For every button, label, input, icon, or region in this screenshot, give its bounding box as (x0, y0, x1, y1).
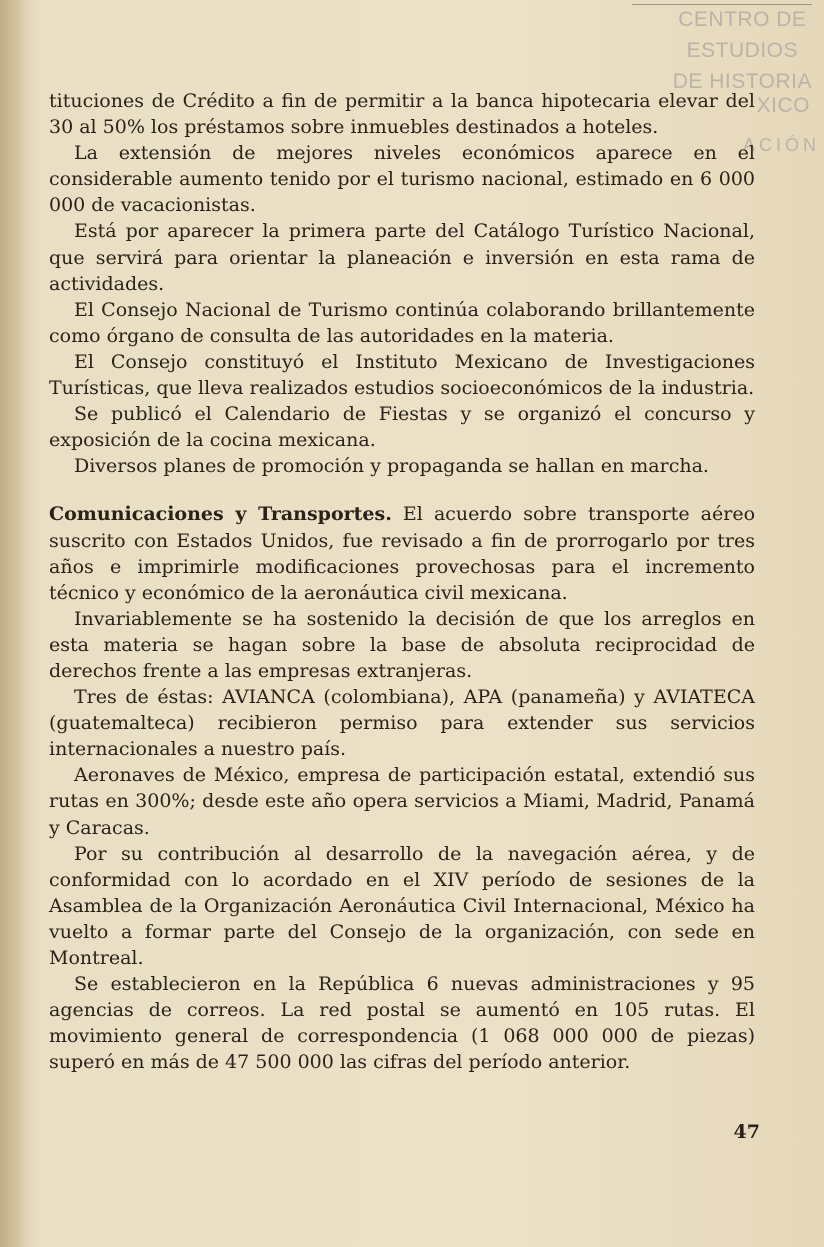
paragraph: Por su contribución al desarrollo de la navegación aérea, y de conformidad con lo acordado en el XIV período de sesiones de la Asamblea de la Organización Aeronáutica Civil Internacional, México ha vuelto a formar parte del Consejo de la organización, con sede en Montreal. (49, 842, 755, 969)
body-text (49, 88, 755, 1075)
section-title: Comunicaciones y Transportes. (49, 503, 392, 526)
watermark-line: XICO (756, 94, 810, 117)
page-gutter-shadow (0, 0, 30, 1247)
paragraph: Está por aparecer la primera parte del Catálogo Turístico Nacional, que servirá para orientar la planeación e inversión en esta rama de actividades. (49, 220, 755, 295)
watermark-line: DE HISTORIA (672, 70, 812, 93)
section-lead: El acuerdo sobre transporte aéreo suscrito con Estados Unidos, fue revisado a fin de prorrogarlo por tres años e imprimirle modificaciones provechosas para el incremento técnico y económico de la aeronáutica civil mexicana. (49, 503, 756, 604)
paragraph: El Consejo constituyó el Instituto Mexicano de Investigaciones Turísticas, que lleva realizados estudios socioeconómicos de la industria. (49, 350, 755, 400)
paragraph: El Consejo Nacional de Turismo continúa colaborando brillantemente como órgano de consulta de las autoridades en la materia. (49, 298, 755, 347)
paragraph: La extensión de mejores niveles económicos aparece en el considerable aumento tenido por el turismo nacional, estimado en 6 000 000 de vacacionistas. (49, 142, 755, 217)
paragraph: Se publicó el Calendario de Fiestas y se organizó el concurso y exposición de la cocina mexicana. (49, 403, 755, 452)
watermark-line: ESTUDIOS (686, 39, 799, 62)
page-number: 47 (733, 1121, 760, 1143)
paragraph: Aeronaves de México, empresa de participación estatal, extendió sus rutas en 300%; desde este año opera servicios a Miami, Madrid, Panamá y Caracas. (49, 764, 755, 839)
watermark-rule (632, 4, 812, 5)
paragraph: Se establecieron en la República 6 nuevas administraciones y 95 agencias de correos. La red postal se aumentó en 105 rutas. El movimiento general de correspondencia (1 068 000 000 de piezas) superó en más de 47 500 000 las cifras del período anterior. (49, 973, 755, 1074)
paragraph: Tres de éstas: AVIANCA (colombiana), APA (panameña) y AVIATECA (guatemalteca) recibieron permiso para extender sus servicios internacionales a nuestro país. (49, 686, 755, 761)
paragraph: tituciones de Crédito a fin de permitir a la banca hipotecaria elevar del 30 al 50% los préstamos sobre inmuebles destinados a hoteles. (49, 90, 755, 139)
paragraph: Diversos planes de promoción y propaganda se hallan en marcha. (74, 455, 709, 478)
watermark-side-text: ACIÓN (742, 135, 820, 155)
section-paragraph (49, 501, 755, 605)
watermark-line: CENTRO DE (678, 8, 807, 31)
paragraph: Invariablemente se ha sostenido la decisión de que los arreglos en esta materia se hagan sobre la base de absoluta reciprocidad de derechos frente a las empresas extranjeras. (49, 607, 755, 682)
archive-watermark (673, 4, 812, 97)
